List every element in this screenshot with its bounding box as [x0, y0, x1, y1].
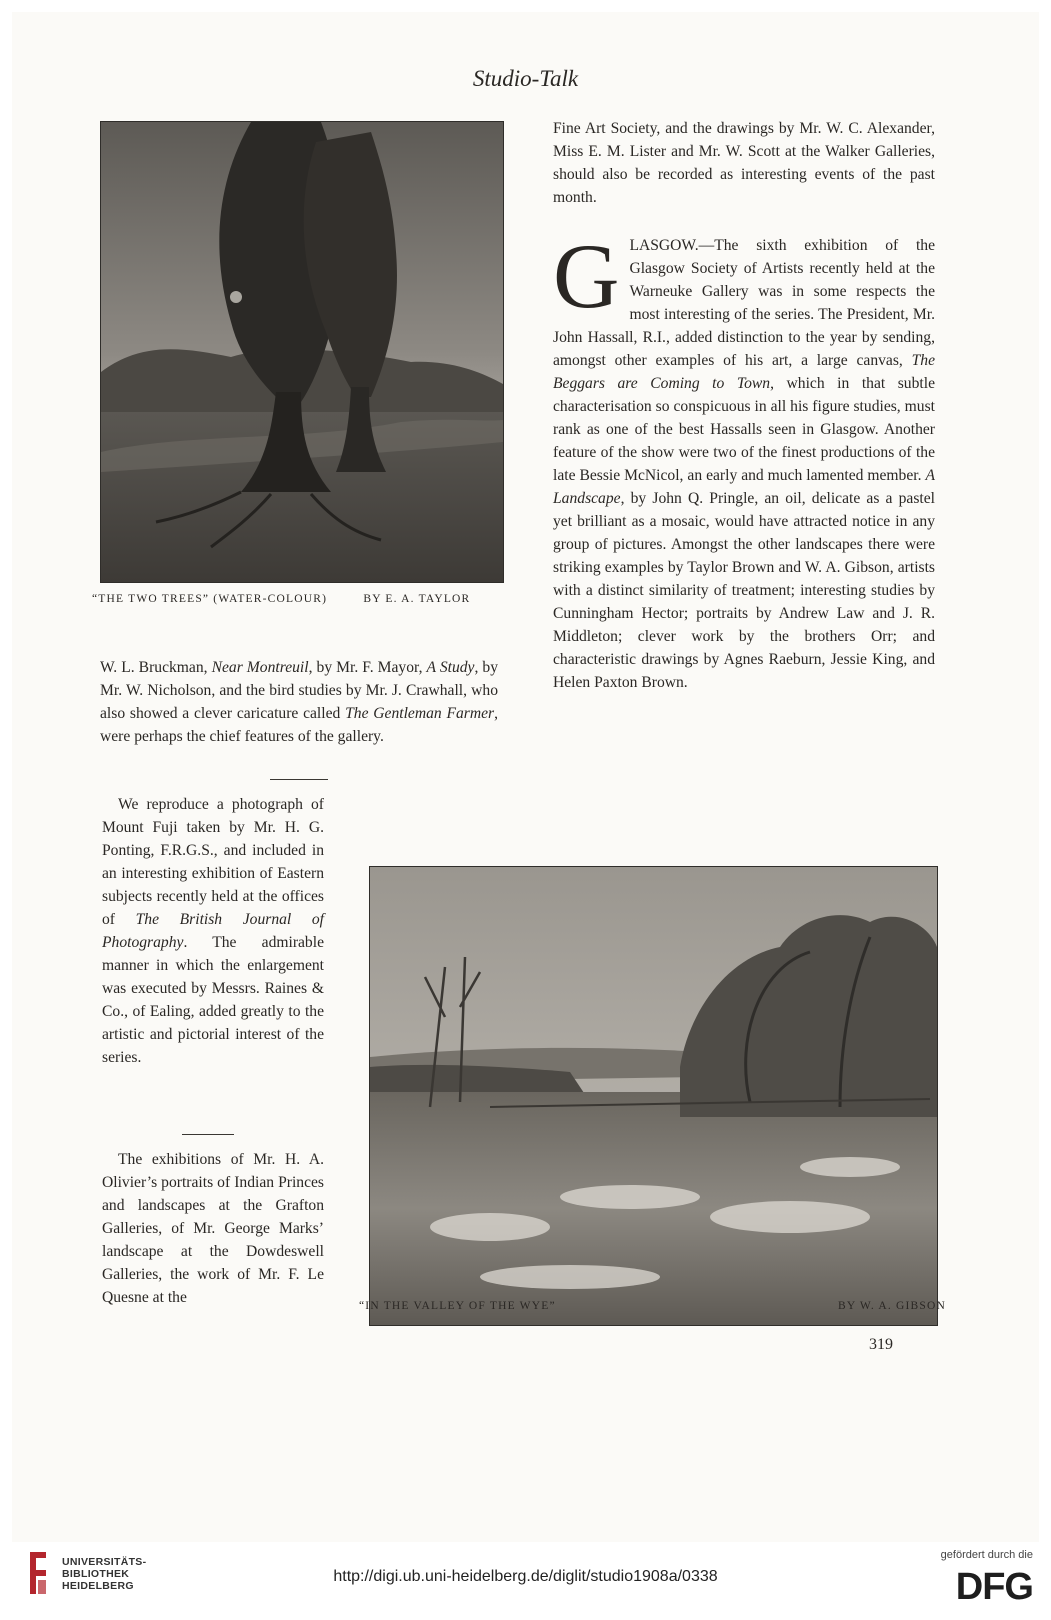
paragraph-bruckman: W. L. Bruckman, Near Montreuil, by Mr. F. Mayor, A Study, by Mr. W. Nicholson, and the bird studies by Mr. J. Crawhall, who also showed a clever caricature called The Gentleman Farmer, were perhaps the chief features of the gallery. — [100, 659, 499, 745]
caption-credit: BY E. A. TAYLOR — [363, 593, 471, 605]
paragraph-exhibitions: The exhibitions of Mr. H. A. Olivier’s portraits of Indian Princes and landscapes at the Grafton Galleries, of Mr. George Marks’ landscape at the Dowdeswell Galleries, the work of Mr. F. Le Quesne at the — [102, 1151, 324, 1306]
library-name: UNIVERSITÄTS- BIBLIOTHEK HEIDELBERG — [62, 1556, 147, 1592]
valley-wye-illustration — [370, 867, 937, 1325]
page-number: 319 — [869, 1336, 893, 1353]
right-paragraph-1 — [553, 117, 935, 209]
paragraph-glasgow: GLASGOW.—The sixth exhibition of the Glasgow Society of Artists recently held at the Warneuke Gallery was in some respects the most interesting of the series. The President, Mr. John Hassall, R.I., added distinction to the year by sending, amongst other examples of his art, a large canvas, The Beggars are Coming to Town, which in that subtle characterisation so conspicuous in all his figure studies, must rank as one of the best Hassalls seen in Glasgow. Another feature of the show were two of the finest productions of the late Bessie McNicol, an early and much lamented member. A Landscape, by John Q. Pringle, an oil, delicate as a pastel yet brilliant as a mosaic, would have attracted notice in any group of pictures. Amongst the other landscapes there were striking examples by Taylor Brown and W. A. Gibson, artists with a distinct similarity of treatment; interesting studies by Cunningham Hector; portraits by Andrew Law and J. R. Middleton; clever work by the brothers Orr; and characteristic drawings by Agnes Raeburn, Jessie King, and Helen Paxton Brown. — [553, 225, 935, 691]
caption-title: “THE TWO TREES” (WATER-COLOUR) — [92, 593, 328, 605]
running-header: Studio-Talk — [472, 66, 579, 91]
dfg-logo: DFG — [955, 1566, 1033, 1608]
figure-two-trees — [100, 121, 504, 583]
separator-rule — [182, 1134, 234, 1135]
figure-valley-wye-caption-credit: BY W. A. GIBSON — [838, 1300, 946, 1312]
figure-valley-wye — [369, 866, 938, 1326]
left-paragraph-2 — [102, 793, 324, 1069]
drop-cap: G — [553, 225, 620, 327]
paragraph-fine-art-society: Fine Art Society, and the drawings by Mr. W. C. Alexander, Miss E. M. Lister and Mr. W. Scott at the Walker Galleries, should also be recorded as interesting events of the past month. — [553, 120, 935, 206]
source-url-link[interactable]: http://digi.ub.uni-heidelberg.de/diglit/studio1908a/0338 — [333, 1568, 718, 1585]
two-trees-illustration — [101, 122, 503, 582]
separator-rule — [270, 779, 328, 780]
figure-valley-wye-caption-title: “IN THE VALLEY OF THE WYE” — [359, 1300, 556, 1312]
paragraph-mount-fuji: We reproduce a photograph of Mount Fuji taken by Mr. H. G. Ponting, F.R.G.S., and included in an interesting exhibition of Eastern subjects recently held at the offices of The British Journal of Photography. The admirable manner in which the enlargement was executed by Messrs. Raines & Co., of Ealing, added greatly to the artistic and pictorial interest of the series. — [102, 796, 324, 1066]
left-paragraph-3 — [102, 1148, 324, 1309]
left-paragraph-1 — [100, 656, 498, 748]
right-paragraph-glasgow — [553, 225, 935, 694]
figure-two-trees-caption — [92, 593, 470, 605]
funded-by-label: gefördert durch die — [940, 1549, 1033, 1561]
